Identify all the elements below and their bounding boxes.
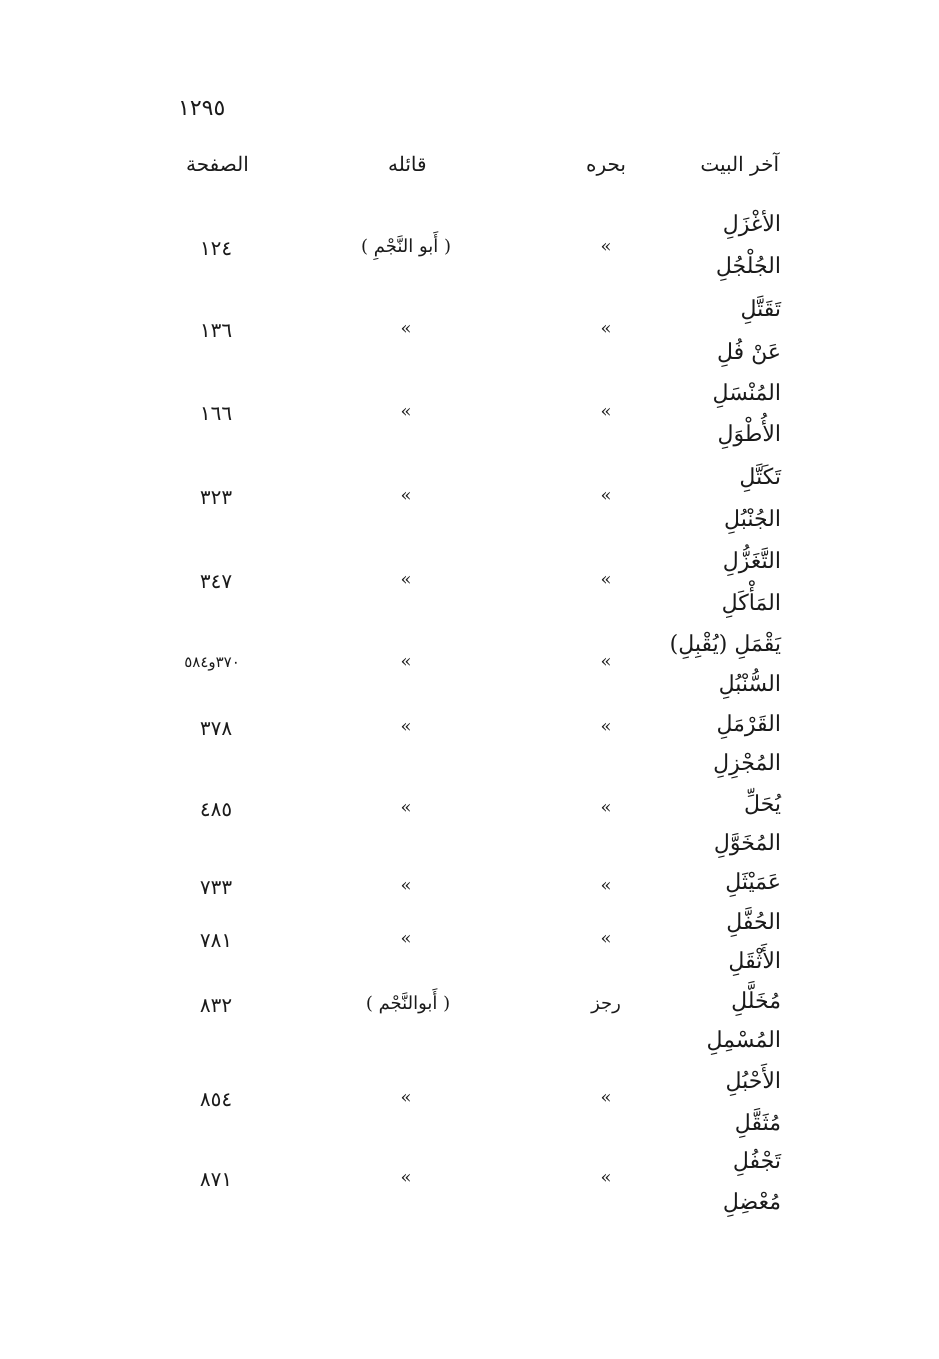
meter-cell: » xyxy=(600,401,612,422)
meter-cell: » xyxy=(600,716,612,737)
poet-cell: » xyxy=(400,716,412,737)
poet-cell: » xyxy=(400,1167,412,1188)
verse-word: التَّغَزُّلِ xyxy=(722,549,781,574)
meter-cell: » xyxy=(600,875,612,896)
poet-cell: ( أَبو النَّجْمِ ) xyxy=(360,236,452,257)
header-page: الصفحة xyxy=(186,152,249,176)
poet-cell: » xyxy=(400,318,412,339)
poet-cell: » xyxy=(400,928,412,949)
poet-cell: » xyxy=(400,485,412,506)
header-verse-end: آخر البيت xyxy=(700,152,779,176)
poet-cell: » xyxy=(400,401,412,422)
page-cell: ١٣٦ xyxy=(199,318,233,342)
page-cell: ٨٣٢ xyxy=(199,993,233,1017)
header-poet: قائله xyxy=(388,152,427,176)
verse-word: الجُنْبُلِ xyxy=(724,507,781,532)
meter-cell: » xyxy=(600,928,612,949)
poet-cell: » xyxy=(400,651,412,672)
verse-word: مُخَلَّلِ xyxy=(731,989,781,1014)
verse-word: يَقْمَلِ (يُقْبِلِ) xyxy=(669,632,781,657)
page-cell: ٣٢٣ xyxy=(199,485,233,509)
meter-cell: » xyxy=(600,797,612,818)
poet-cell: » xyxy=(400,569,412,590)
verse-word: عَنْ فُلِ xyxy=(716,340,781,365)
verse-word: المُخَوَّلِ xyxy=(713,831,781,856)
meter-cell: رجز xyxy=(591,993,621,1014)
page-cell: ١٢٤ xyxy=(199,236,233,260)
page-cell: ٣٧٠و٥٨٤ xyxy=(184,653,240,671)
verse-word: الحُفَّلِ xyxy=(726,910,781,935)
verse-word: القَرْمَلِ xyxy=(716,712,781,737)
page-cell: ٤٨٥ xyxy=(199,797,233,821)
poet-cell: ( أَبوالنَّجْم ) xyxy=(365,993,451,1014)
verse-word: المُنْسَلِ xyxy=(712,381,781,406)
verse-word: المَأْكَلِ xyxy=(721,591,781,616)
verse-word: مُعْضِلِ xyxy=(722,1190,781,1215)
verse-word: يُحَلِّ xyxy=(744,792,781,817)
page-cell: ١٦٦ xyxy=(199,401,233,425)
verse-word: عَمَيْثَلِ xyxy=(725,870,781,895)
verse-word: المُجْزِلِ xyxy=(713,751,781,776)
poet-cell: » xyxy=(400,875,412,896)
meter-cell: » xyxy=(600,236,612,257)
page-cell: ٧٨١ xyxy=(199,928,233,952)
page-cell: ٣٤٧ xyxy=(199,569,233,593)
page-cell: ٨٥٤ xyxy=(199,1087,233,1111)
verse-word: تَقَتَّلِ xyxy=(740,297,781,322)
verse-word: الجُلْجُلِ xyxy=(715,254,781,279)
meter-cell: » xyxy=(600,569,612,590)
meter-cell: » xyxy=(600,318,612,339)
page-cell: ٨٧١ xyxy=(199,1167,233,1191)
meter-cell: » xyxy=(600,651,612,672)
page-number: ١٢٩٥ xyxy=(178,96,226,121)
meter-cell: » xyxy=(600,485,612,506)
verse-word: المُسْمِلِ xyxy=(706,1028,781,1053)
verse-word: الأُطْوَلِ xyxy=(717,422,781,447)
meter-cell: » xyxy=(600,1087,612,1108)
verse-word: الأَحْبُلِ xyxy=(725,1069,781,1094)
page-cell: ٣٧٨ xyxy=(199,716,233,740)
verse-word: السُّنْبُلِ xyxy=(718,672,781,697)
verse-word: تَجْفُلِ xyxy=(732,1149,781,1174)
poet-cell: » xyxy=(400,1087,412,1108)
poet-cell: » xyxy=(400,797,412,818)
verse-word: تَكَتَّلِ xyxy=(739,465,781,490)
verse-word: الأغْزَلِ xyxy=(722,212,781,237)
meter-cell: » xyxy=(600,1167,612,1188)
verse-word: الأَثْقَلِ xyxy=(728,949,781,974)
verse-word: مُثَقَّلِ xyxy=(734,1111,781,1136)
header-meter: بحره xyxy=(586,152,626,176)
page-cell: ٧٣٣ xyxy=(199,875,233,899)
